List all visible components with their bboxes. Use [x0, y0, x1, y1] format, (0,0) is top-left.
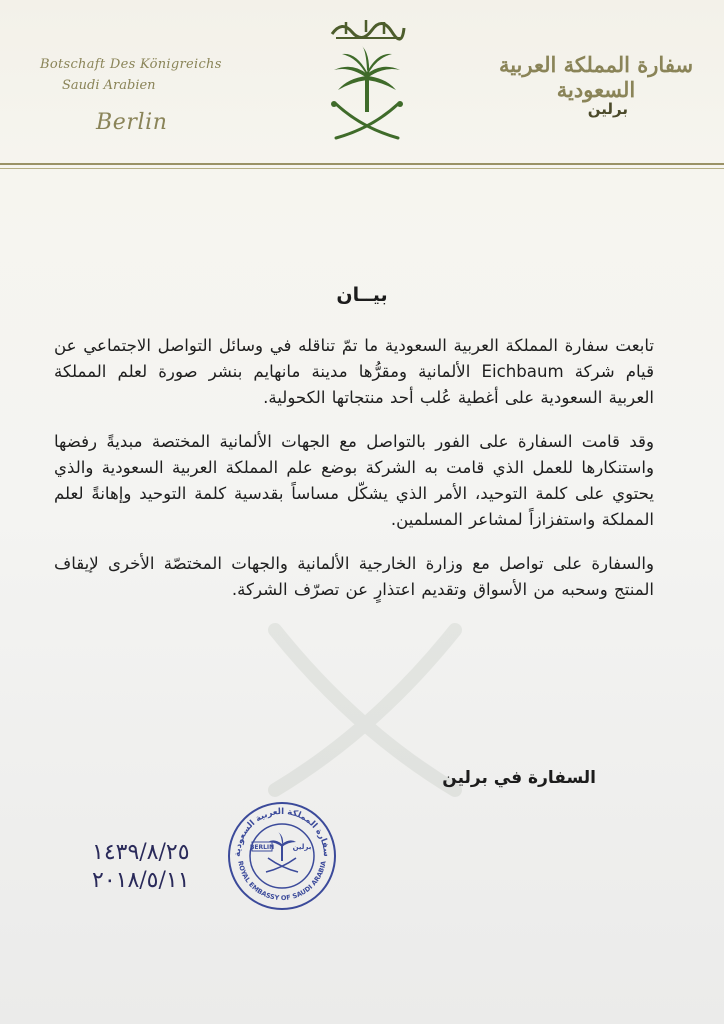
- saudi-emblem: [322, 14, 412, 144]
- paragraph-1: تابعت سفارة المملكة العربية السعودية ما تمّ تناقله في وسائل التواصل الاجتماعي عن قيام شركة Eichbaum الألمانية ومقرُّها مدينة مانهايم بنشر صورة لعلم المملكة العربية السعودية على أغطية عُلب أحد منتجاتها الكحولية.: [54, 336, 654, 407]
- german-embassy-line-1: Botschaft Des Königreichs: [40, 57, 222, 72]
- german-embassy-city: Berlin: [96, 110, 168, 135]
- palm-swords-icon: [322, 44, 412, 144]
- header-rule-thin: [0, 168, 724, 169]
- embassy-stamp: [226, 800, 338, 912]
- arabic-embassy-name: سفارة المملكة العربية السعودية: [498, 52, 694, 102]
- paragraph-3: والسفارة على تواصل مع وزارة الخارجية الألمانية والجهات المختصّة الأخرى لإيقاف المنتج وسحبه من الأسواق وتقديم اعتذارٍ عن تصرّف الشركة.: [54, 554, 654, 599]
- calligraphy-icon: [322, 14, 412, 42]
- arabic-embassy-city: برلين: [587, 100, 628, 118]
- letterhead: [0, 0, 724, 172]
- statement-body: [54, 333, 654, 621]
- stamp-english-ring: ROYAL EMBASSY OF SAUDI ARABIA: [236, 860, 328, 903]
- date-hijri: ١٤٣٩/٨/٢٥: [92, 840, 190, 865]
- header-rule-thick: [0, 163, 724, 165]
- stamp-city-ar: برلين: [292, 843, 312, 851]
- german-embassy-line-2: Saudi Arabien: [62, 78, 156, 93]
- emblem-calligraphy: [322, 14, 412, 46]
- document-title: بيــان: [336, 284, 388, 306]
- date-gregorian: ٢٠١٨/٥/١١: [92, 868, 190, 893]
- stamp-arabic-ring: سفارة المملكة العربية السعودية: [232, 806, 332, 858]
- signature: السفارة في برلين: [442, 768, 596, 788]
- paragraph-2: وقد قامت السفارة على الفور بالتواصل مع الجهات الألمانية المختصة مبديةً رفضها واستنكارها للعمل الذي قامت به الشركة بوضع علم المملكة العربية السعودية والذي يحتوي على كلمة التوحيد، الأمر الذي يشكّل مساساً بقدسية كلمة التوحيد وإهانةً لعلم المملكة واستفزازاً لمشاعر المسلمين.: [54, 432, 654, 529]
- stamp-city-en: BERLIN: [249, 844, 275, 851]
